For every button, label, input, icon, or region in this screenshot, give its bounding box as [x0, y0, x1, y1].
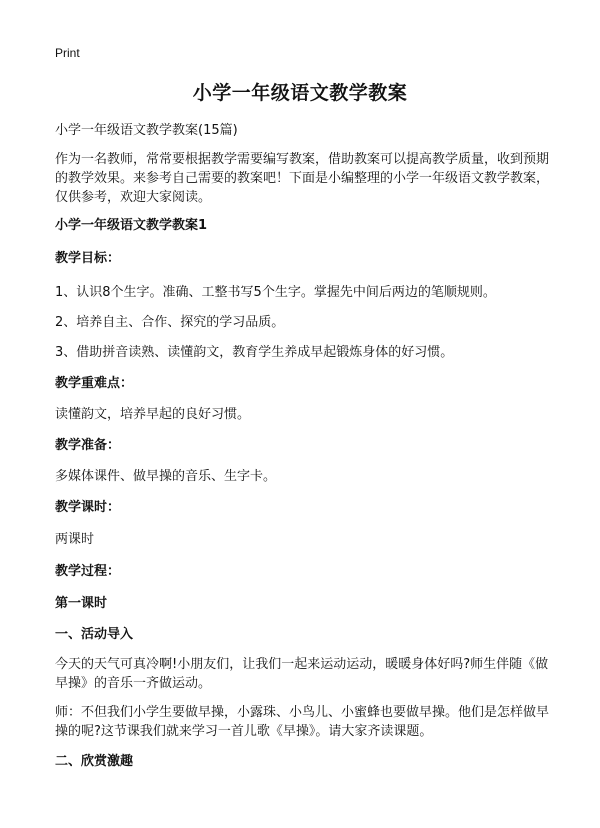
prep-text: 多媒体课件、做早操的音乐、生字卡。: [55, 469, 277, 484]
process-heading: 教学过程：: [55, 564, 121, 579]
keypoints-text: 读懂韵文，培养早起的良好习惯。: [55, 407, 251, 422]
keypoints-heading: 教学重难点：: [55, 376, 134, 391]
section-title: 小学一年级语文教学教案1: [55, 218, 208, 233]
step1-paragraph: 今天的天气可真冷啊!小朋友们，让我们一起来运动运动，暖暖身体好吗?师生伴随《做早操》的音乐一齐做运动。: [55, 657, 549, 691]
objective-3: 3、借助拼音读熟、读懂韵文，教育学生养成早起锻炼身体的好习惯。: [55, 345, 454, 360]
step1-heading: 一、活动导入: [55, 627, 134, 642]
document-title: 小学一年级语文教学教案: [192, 82, 408, 104]
step2-heading: 二、欣赏激趣: [55, 754, 134, 769]
prep-heading: 教学准备：: [55, 438, 121, 453]
objectives-heading: 教学目标：: [55, 251, 121, 266]
document-subtitle: 小学一年级语文教学教案(15篇): [55, 123, 238, 138]
print-link[interactable]: Print: [55, 46, 80, 60]
lesson-heading: 第一课时: [55, 596, 108, 611]
hours-heading: 教学课时：: [55, 500, 121, 515]
intro-paragraph: 作为一名教师，常常要根据教学需要编写教案，借助教案可以提高教学质量，收到预期的教学效果。来参考自己需要的教案吧！下面是小编整理的小学一年级语文教学教案，仅供参考，欢迎大家阅读。: [55, 152, 550, 205]
hours-text: 两课时: [55, 532, 95, 547]
objective-2: 2、培养自主、合作、探究的学习品质。: [55, 315, 285, 330]
step1-paragraph-2: 师：不但我们小学生要做早操，小露珠、小鸟儿、小蜜蜂也要做早操。他们是怎样做早操的呢?这节课我们就来学习一首儿歌《早操》。请大家齐读课题。: [55, 705, 550, 739]
objective-1: 1、认识8个生字。准确、工整书写5个生字。掌握先中间后两边的笔顺规则。: [55, 285, 496, 300]
